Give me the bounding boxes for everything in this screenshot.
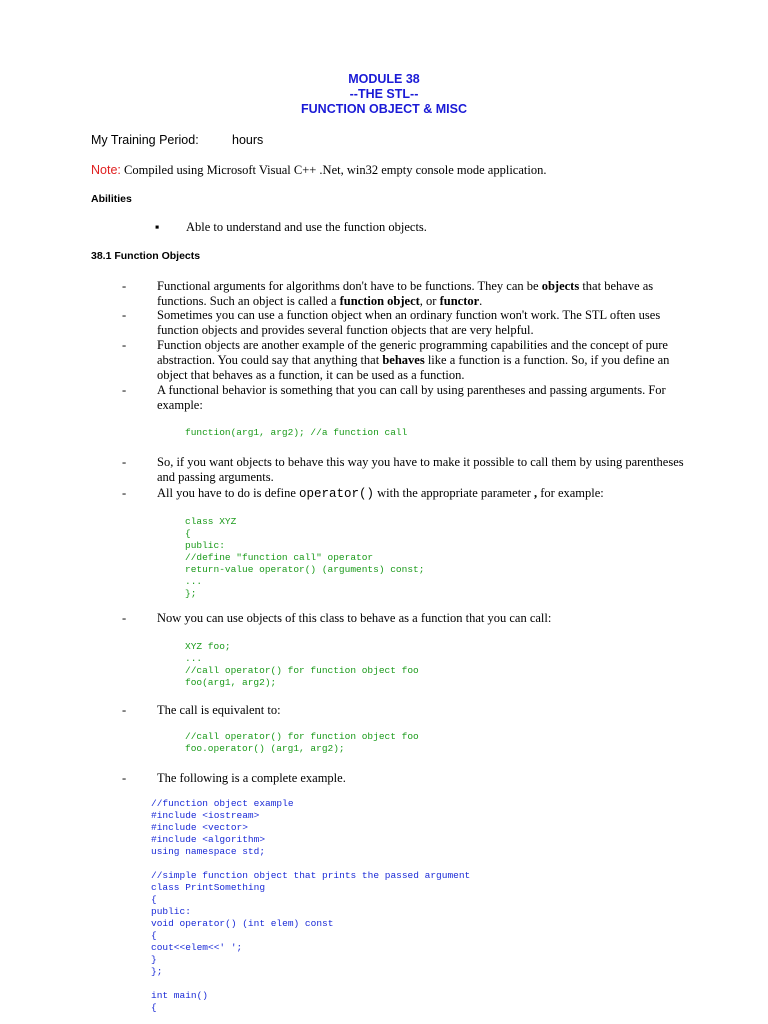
dash-marker: -	[122, 383, 127, 397]
dash-marker: -	[122, 455, 127, 469]
code-operator-call: //call operator() for function object foo foo.operator() (arg1, arg2);	[185, 731, 419, 754]
dash-marker: -	[122, 338, 127, 352]
compile-note	[91, 163, 546, 178]
module-subtitle: --THE STL--	[349, 87, 419, 101]
bullet-icon: ▪	[155, 220, 160, 234]
section-heading: 38.1 Function Objects	[91, 250, 201, 262]
paragraph-generic-programming: Function objects are another example of the generic programming capabilities and the concept of pure abstraction. You could say that anything that behaves like a function is a function. So, if you define an object that behaves as a function, it can be used as a function.	[157, 338, 670, 382]
paragraph-functional-behavior: A functional behavior is something that you can call by using parentheses and passing arguments. For example:	[157, 383, 666, 412]
dash-marker: -	[122, 703, 127, 717]
training-label: My Training Period:	[91, 133, 199, 147]
module-number: MODULE 38	[348, 72, 420, 86]
training-hours: hours	[232, 133, 264, 147]
paragraph-define-operator: All you have to do is define operator() with the appropriate parameter , for example:	[157, 486, 604, 501]
training-period	[91, 133, 264, 147]
code-class-xyz: class XYZ { public: //define "function call" operator return-value operator() (arguments) const; ... };	[185, 516, 425, 599]
note-text: Compiled using Microsoft Visual C++ .Net, win32 empty console mode application.	[120, 163, 547, 177]
code-complete-example: //function object example #include <iostream> #include <vector> #include <algorithm> using namespace std; //simple function object that prints the passed argument class PrintSomething { public: void operator() (int elem) const { cout<<elem<<' '; } }; int main() {	[151, 798, 471, 1013]
paragraph-sometimes: Sometimes you can use a function object when an ordinary function won't work. The STL often uses function objects and provides several function objects that are very helpful.	[157, 308, 661, 337]
dash-marker: -	[122, 771, 127, 785]
ability-text: Able to understand and use the function objects.	[186, 220, 427, 234]
module-topic: FUNCTION OBJECT & MISC	[301, 102, 467, 116]
dash-marker: -	[122, 279, 127, 293]
abilities-heading: Abilities	[91, 193, 132, 205]
module-title	[0, 72, 768, 117]
code-foo-call: XYZ foo; ... //call operator() for function object foo foo(arg1, arg2);	[185, 641, 419, 688]
paragraph-use-objects: Now you can use objects of this class to behave as a function that you can call:	[157, 611, 552, 625]
paragraph-functional-arguments: Functional arguments for algorithms don't have to be functions. They can be objects that behave as functions. Such an object is called a function object, or functor.	[157, 279, 654, 308]
note-label: Note:	[91, 163, 121, 177]
paragraph-complete-example: The following is a complete example.	[157, 771, 346, 785]
dash-marker: -	[122, 611, 127, 625]
code-function-call: function(arg1, arg2); //a function call	[185, 427, 408, 438]
dash-marker: -	[122, 486, 127, 500]
paragraph-behave-this-way: So, if you want objects to behave this way you have to make it possible to call them by using parentheses and passing arguments.	[157, 455, 684, 484]
paragraph-equivalent: The call is equivalent to:	[157, 703, 281, 717]
dash-marker: -	[122, 308, 127, 322]
